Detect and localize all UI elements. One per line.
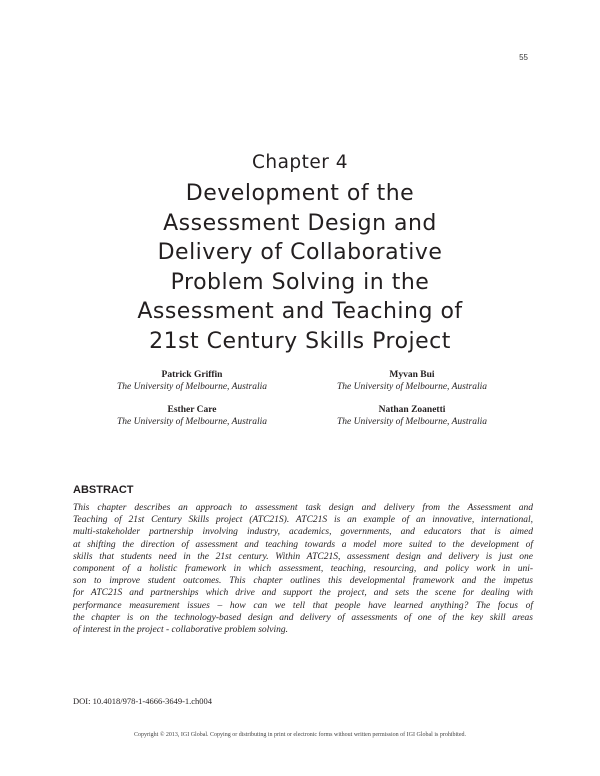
author-affiliation: The University of Melbourne, Australia [337, 417, 487, 427]
author-block [72, 369, 312, 393]
abstract-line: for ATC21S and partnerships which drive and support the project, and sets the scene for dealing with [73, 588, 533, 599]
title-line: 21st Century Skills Project [149, 328, 451, 354]
doi: DOI: 10.4018/978-1-4666-3649-1.ch004 [73, 696, 213, 706]
title-line: Assessment and Teaching of [137, 299, 463, 324]
abstract-heading: ABSTRACT [73, 484, 134, 496]
abstract-line: This chapter describes an approach to assessment task design and delivery from the Assessment and [73, 503, 533, 513]
author-name: Nathan Zoanetti [378, 405, 446, 415]
abstract-line: multi-stakeholder partnership involving industry, academics, governments, and educators that is aimed [73, 527, 533, 538]
author-affiliation: The University of Melbourne, Australia [117, 417, 267, 427]
author-name: Patrick Griffin [161, 370, 223, 380]
abstract-line: performance measurement issues – how can we tell that people have learned anything? The focus of [73, 600, 533, 611]
title-line: Assessment Design and [163, 210, 437, 236]
chapter-label: Chapter 4 [251, 152, 349, 173]
page-number: 55 [519, 53, 528, 62]
author-block [292, 369, 532, 393]
author-affiliation: The University of Melbourne, Australia [117, 382, 267, 392]
abstract-line: the chapter is on the technology-based design and delivery of assessments of one of the key skill areas [73, 612, 533, 623]
author-block [292, 404, 532, 428]
title-line: Delivery of Collaborative [157, 240, 443, 265]
author-block [72, 404, 312, 428]
abstract-line: component of a holistic framework in which assessment, teaching, resourcing, and policy work in uni- [73, 564, 533, 575]
abstract-line: at shifting the direction of assessment and teaching towards a model more suited to the development of [73, 539, 533, 550]
title-line: Development of the [185, 181, 415, 206]
abstract-line: skills that students need in the 21st century. Within ATC21S, assessment design and delivery is just one [73, 551, 533, 562]
abstract-line: son to improve student outcomes. This chapter outlines this developmental framework and the impetus [73, 576, 533, 587]
title-line: Problem Solving in the [170, 269, 430, 295]
abstract-line: of interest in the project - collaborative problem solving. [73, 625, 289, 636]
author-name: Myvan Bui [389, 370, 435, 380]
copyright-notice: Copyright © 2013, IGI Global. Copying or distributing in print or electronic forms without written permission of IGI Global is prohibited. [133, 732, 466, 738]
author-affiliation: The University of Melbourne, Australia [337, 382, 487, 392]
chapter-title [60, 179, 540, 356]
author-name: Esther Care [167, 405, 217, 415]
abstract-line: Teaching of 21st Century Skills project (ATC21S). ATC21S is an example of an innovative, international, [73, 515, 533, 526]
abstract-body [73, 502, 533, 636]
